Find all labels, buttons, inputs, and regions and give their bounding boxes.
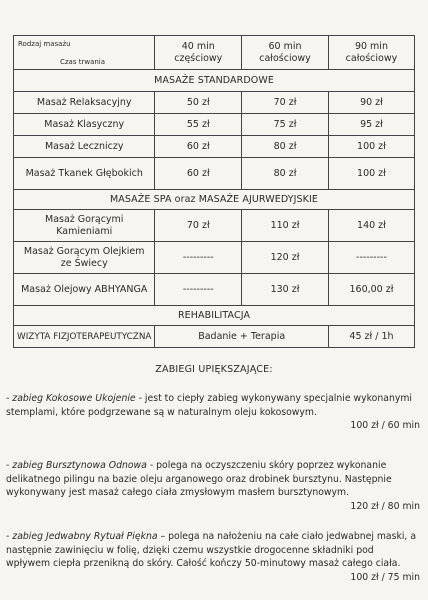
price-60: 80 zł xyxy=(242,158,329,190)
massage-name: Masaż Klasyczny xyxy=(14,114,155,136)
price-90: 90 zł xyxy=(328,92,414,114)
table-row xyxy=(14,274,415,306)
massage-price-table xyxy=(13,35,415,348)
price-60: 130 zł xyxy=(242,274,329,306)
treatment-price: 120 zł / 80 min xyxy=(350,500,420,512)
section-header-spa: MASAŻE SPA oraz MASAŻE AJURWEDYJSKIE xyxy=(14,190,415,210)
price-90: 100 zł xyxy=(328,158,414,190)
price-40: 60 zł xyxy=(155,158,242,190)
price-60: 110 zł xyxy=(242,210,329,242)
massage-name: Masaż Gorącym Olejkiem ze Świecy xyxy=(14,242,155,274)
header-60min: 60 min całościowy xyxy=(242,36,329,70)
treatment-description: – polega na nałożeniu na całe ciało jedwabnej maski, a następnie zawinięciu w folię, dzięki czemu wszystkie drogocenne składniki pod wpływem ciepła przenikną do skóry. Całość kończy 50-minutowy masaż całego ciała. xyxy=(6,531,417,570)
table-row xyxy=(14,210,415,242)
massage-name: Masaż Leczniczy xyxy=(14,136,155,158)
price-60: 75 zł xyxy=(242,114,329,136)
price-40: 60 zł xyxy=(155,136,242,158)
price-60: 120 zł xyxy=(242,242,329,274)
price-90: 140 zł xyxy=(328,210,414,242)
table-header-row xyxy=(14,36,415,70)
section-header-rehab: REHABILITACJA xyxy=(14,306,415,326)
massage-name: Masaż Gorącymi Kamieniami xyxy=(14,210,155,242)
price-40: 50 zł xyxy=(155,92,242,114)
treatment-item xyxy=(6,459,420,513)
price-90: 100 zł xyxy=(328,136,414,158)
header-40min: 40 min częściowy xyxy=(155,36,242,70)
price-40: 55 zł xyxy=(155,114,242,136)
table-row xyxy=(14,114,415,136)
price-60: 70 zł xyxy=(242,92,329,114)
service-name: WIZYTA FIZJOTERAPEUTYCZNA xyxy=(14,326,155,348)
treatment-description: - jest to ciepły zabieg wykonywany specjalnie wykonanymi stemplami, które podgrzewane są w naturalnym oleju kokosowym. xyxy=(6,393,412,418)
price-40: --------- xyxy=(155,242,242,274)
treatment-name: - zabieg Kokosowe Ukojenie xyxy=(6,393,136,404)
table-row xyxy=(14,158,415,190)
service-description: Badanie + Terapia xyxy=(155,326,328,348)
treatment-price: 100 zł / 60 min xyxy=(350,420,420,432)
price-90: 160,00 zł xyxy=(328,274,414,306)
table-row xyxy=(14,136,415,158)
table-row xyxy=(14,92,415,114)
treatments-title: ZABIEGI UPIĘKSZAJĄCE: xyxy=(155,364,273,375)
header-corner-cell xyxy=(14,36,155,70)
price-90: 95 zł xyxy=(328,114,414,136)
price-90: --------- xyxy=(328,242,414,274)
treatment-item xyxy=(6,392,420,433)
price-60: 80 zł xyxy=(242,136,329,158)
duration-header: Czas trwania xyxy=(60,58,106,66)
massage-type-header: Rodzaj masażu xyxy=(18,40,71,48)
treatment-name: - zabieg Jedwabny Rytuał Piękna xyxy=(6,531,158,542)
service-price: 45 zł / 1h xyxy=(328,326,414,348)
treatment-description: - polega na oczyszczeniu skóry poprzez wykonanie delikatnego pilingu na bazie oleju arganowego oraz drobinek bursztynu. Następnie wykonywany jest masaż całego ciała zmysłowym masłem bursztynowym. xyxy=(6,460,392,499)
table-row xyxy=(14,326,415,348)
section-header-standard: MASAŻE STANDARDOWE xyxy=(14,70,415,92)
massage-name: Masaż Tkanek Głębokich xyxy=(14,158,155,190)
massage-name: Masaż Olejowy ABHYANGA xyxy=(14,274,155,306)
massage-name: Masaż Relaksacyjny xyxy=(14,92,155,114)
treatment-price: 100 zł / 75 min xyxy=(350,571,420,583)
price-40: 70 zł xyxy=(155,210,242,242)
treatment-name: - zabieg Bursztynowa Odnowa xyxy=(6,460,147,471)
treatment-item xyxy=(6,530,420,584)
table-row xyxy=(14,242,415,274)
header-90min: 90 min całościowy xyxy=(328,36,414,70)
price-40: --------- xyxy=(155,274,242,306)
